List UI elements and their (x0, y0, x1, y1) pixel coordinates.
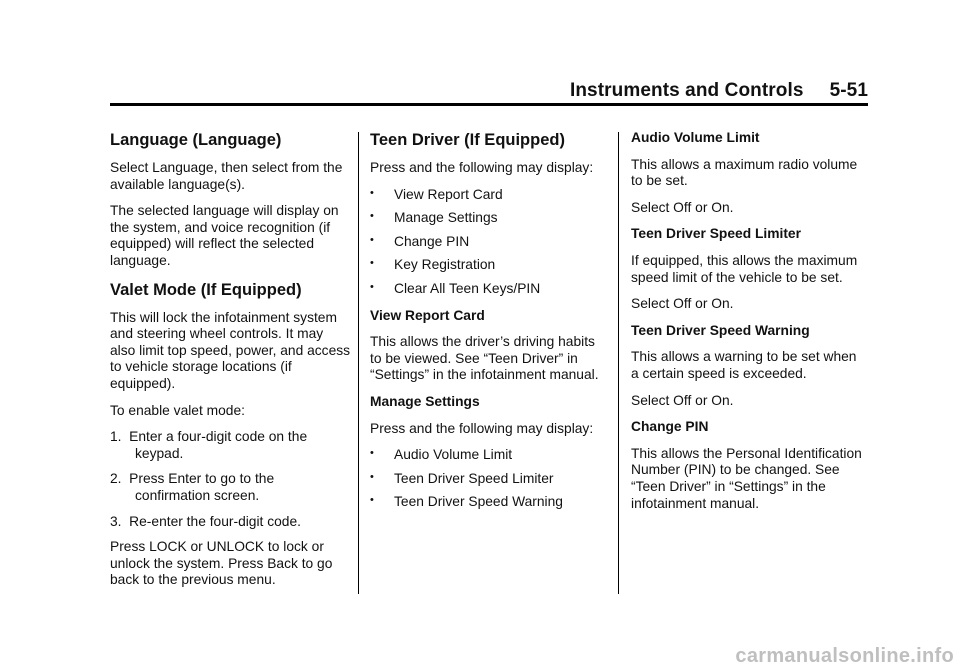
change-pin-subheading: Change PIN (631, 419, 709, 435)
audio-volume-limit-select: Select Off or On. (631, 199, 734, 215)
column-2 (370, 130, 610, 521)
valet-steps (110, 429, 352, 530)
view-report-card-paragraph: This allows the driver’s driving habits to be viewed. See “Teen Driver” in “Settings” in the infotainment manual. (370, 334, 599, 383)
column-3 (631, 130, 867, 522)
page-header (0, 80, 868, 102)
column-divider-1 (358, 132, 359, 594)
bullet-icon: • (370, 470, 374, 483)
audio-volume-limit-paragraph: This allows a maximum radio volume to be set. (631, 156, 858, 189)
view-report-card-subheading: View Report Card (370, 307, 485, 323)
teen-driver-menu-list (370, 187, 610, 298)
speed-warning-paragraph: This allows a warning to be set when a certain speed is exceeded. (631, 349, 857, 381)
section-title: Instruments and Controls (569, 80, 804, 101)
speed-limiter-select: Select Off or On. (631, 296, 734, 312)
bullet-icon: • (370, 233, 374, 246)
column-divider-2 (618, 132, 619, 594)
bullet-icon: • (370, 257, 374, 270)
speed-limiter-subheading: Teen Driver Speed Limiter (631, 226, 801, 242)
valet-paragraph-1: This will lock the infotainment system and steering wheel controls. It may also limit top speed, power, and access to vehicle storage locations (if equipped). (110, 309, 351, 391)
manage-settings-list (370, 447, 610, 511)
valet-step: 2. Press Enter to go to the confirmation screen. (110, 471, 275, 503)
list-item: • Clear All Teen Keys/PIN (370, 280, 541, 296)
bullet-icon: • (370, 280, 374, 293)
language-heading: Language (Language) (110, 131, 282, 149)
valet-step: 3. Re-enter the four-digit code. (110, 513, 301, 529)
bullet-icon: • (370, 447, 374, 460)
bullet-icon: • (370, 186, 374, 199)
teen-driver-heading: Teen Driver (If Equipped) (370, 131, 565, 149)
language-paragraph-1: Select Language, then select from the available language(s). (110, 160, 343, 192)
speed-warning-subheading: Teen Driver Speed Warning (631, 322, 810, 338)
valet-paragraph-2: To enable valet mode: (110, 402, 245, 418)
change-pin-paragraph: This allows the Personal Identification Number (PIN) to be changed. See “Teen Driver” in “Settings” in the infotainment manual. (631, 445, 862, 511)
speed-warning-select: Select Off or On. (631, 392, 734, 408)
valet-step: 1. Enter a four-digit code on the keypad. (110, 429, 308, 461)
manage-settings-paragraph: Press and the following may display: (370, 420, 594, 436)
speed-limiter-paragraph: If equipped, this allows the maximum speed limit of the vehicle to be set. (631, 252, 858, 285)
bullet-icon: • (370, 494, 374, 507)
language-paragraph-2: The selected language will display on the system, and voice recognition (if equipped) will reflect the selected language. (110, 203, 339, 268)
audio-volume-limit-subheading: Audio Volume Limit (631, 130, 760, 145)
list-item: • View Report Card (370, 186, 503, 202)
watermark: carmanualsonline.info (735, 645, 954, 667)
list-item: • Audio Volume Limit (370, 447, 513, 463)
list-item: • Change PIN (370, 233, 470, 249)
list-item: • Teen Driver Speed Limiter (370, 470, 554, 486)
list-item: • Key Registration (370, 257, 496, 273)
list-item: • Manage Settings (370, 210, 498, 226)
teen-driver-intro: Press and the following may display: (370, 160, 594, 175)
valet-heading: Valet Mode (If Equipped) (110, 280, 302, 299)
column-1 (110, 130, 352, 599)
list-item: • Teen Driver Speed Warning (370, 494, 563, 510)
header-rule (110, 103, 868, 106)
manage-settings-subheading: Manage Settings (370, 393, 480, 409)
valet-paragraph-3: Press LOCK or UNLOCK to lock or unlock the system. Press Back to go back to the previous menu. (110, 539, 333, 588)
bullet-icon: • (370, 210, 374, 223)
page-number: 5-51 (829, 80, 868, 101)
